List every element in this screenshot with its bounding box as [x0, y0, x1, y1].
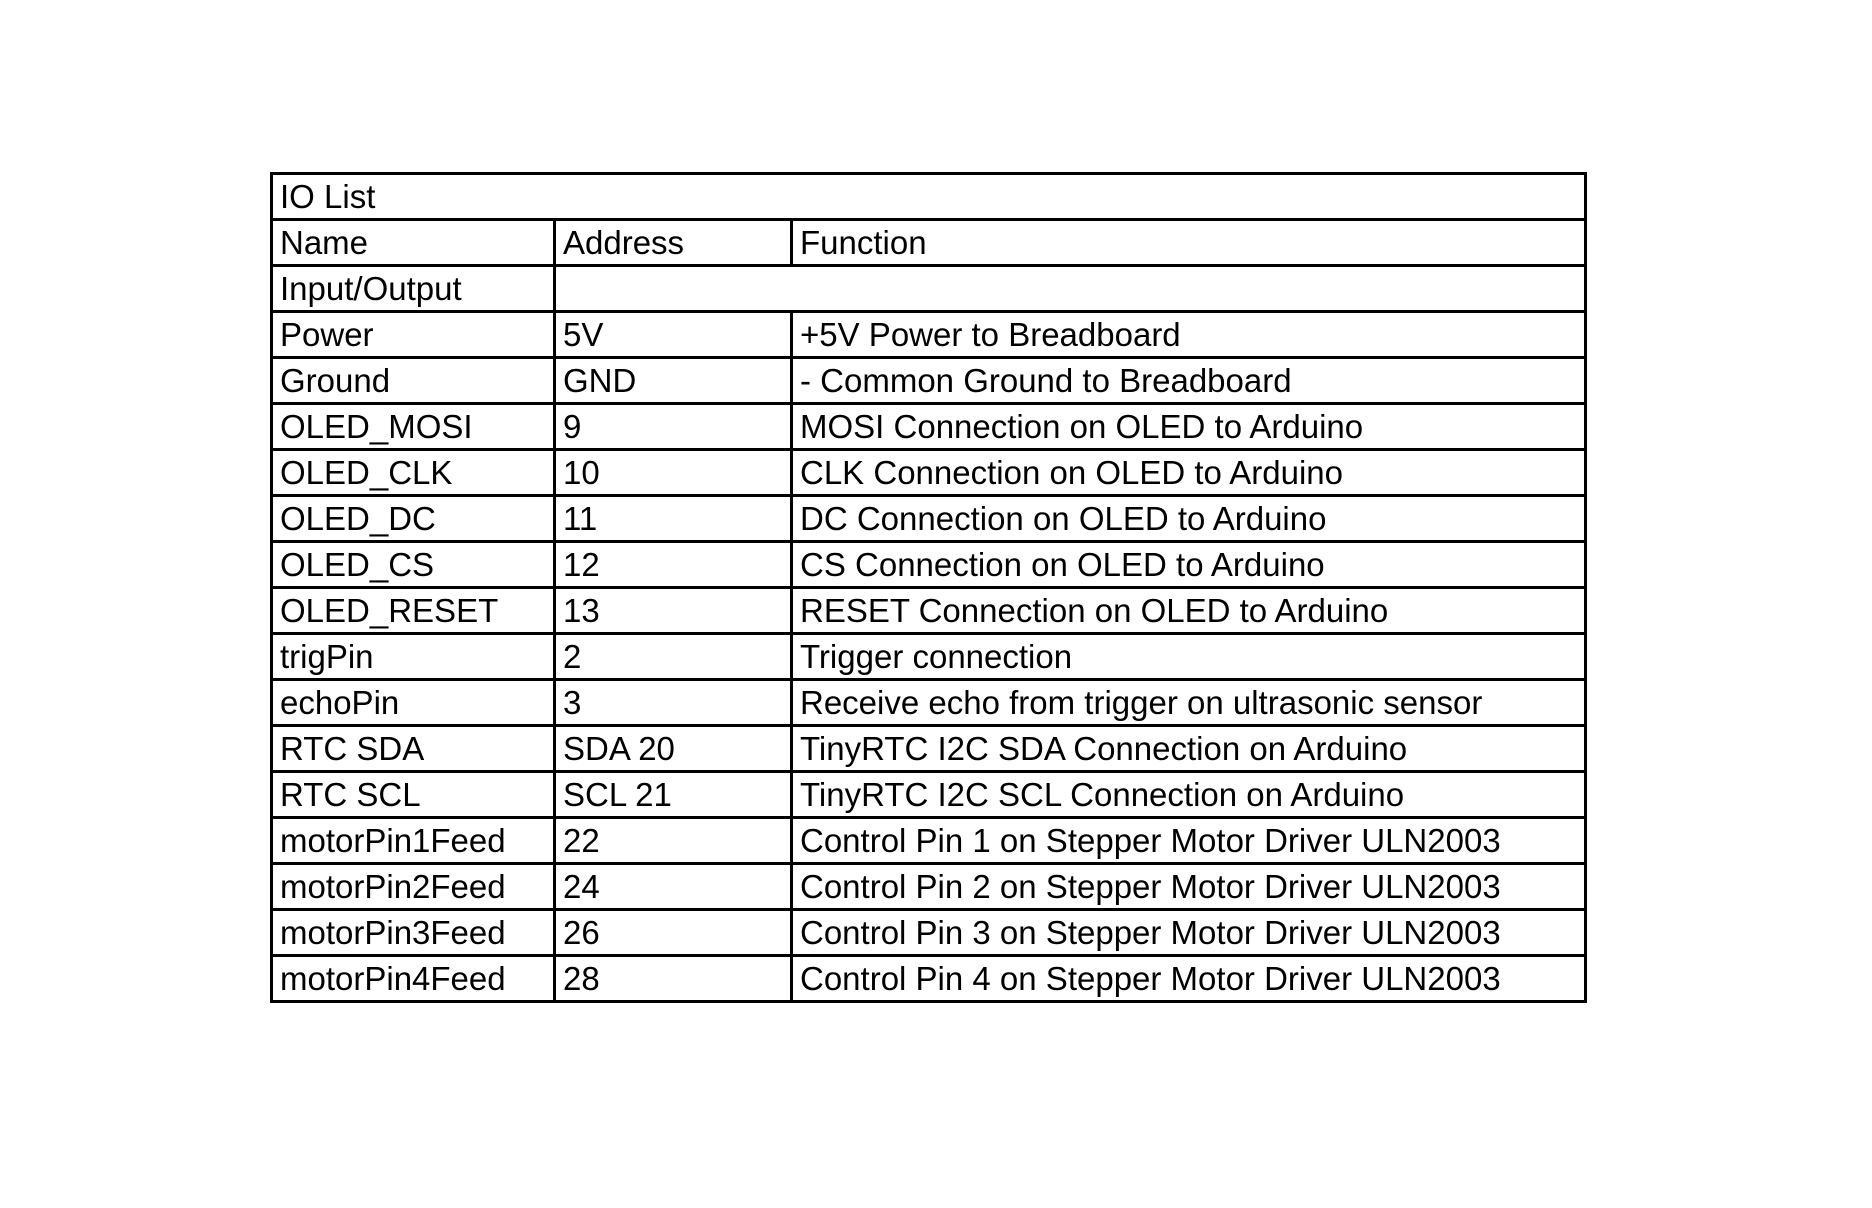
- cell-function: TinyRTC I2C SDA Connection on Arduino: [792, 726, 1586, 772]
- cell-function: Control Pin 3 on Stepper Motor Driver ULN2003: [792, 910, 1586, 956]
- table-title: IO List: [272, 174, 1586, 220]
- table-row: [272, 772, 1586, 818]
- cell-function: - Common Ground to Breadboard: [792, 358, 1586, 404]
- cell-function: RESET Connection on OLED to Arduino: [792, 588, 1586, 634]
- title-row: [272, 174, 1586, 220]
- section-row: [272, 266, 1586, 312]
- cell-name: motorPin2Feed: [272, 864, 555, 910]
- cell-name: OLED_DC: [272, 496, 555, 542]
- header-address: Address: [555, 220, 792, 266]
- table-row: [272, 634, 1586, 680]
- io-table-body: [272, 174, 1586, 1002]
- cell-function: CLK Connection on OLED to Arduino: [792, 450, 1586, 496]
- table-row: [272, 450, 1586, 496]
- cell-address: 2: [555, 634, 792, 680]
- cell-address: 28: [555, 956, 792, 1002]
- cell-function: Control Pin 4 on Stepper Motor Driver ULN2003: [792, 956, 1586, 1002]
- cell-function: Control Pin 2 on Stepper Motor Driver ULN2003: [792, 864, 1586, 910]
- table-row: [272, 542, 1586, 588]
- cell-address: 24: [555, 864, 792, 910]
- table-row: [272, 680, 1586, 726]
- table-row: [272, 588, 1586, 634]
- cell-name: RTC SDA: [272, 726, 555, 772]
- cell-function: MOSI Connection on OLED to Arduino: [792, 404, 1586, 450]
- cell-function: Control Pin 1 on Stepper Motor Driver ULN2003: [792, 818, 1586, 864]
- cell-function: CS Connection on OLED to Arduino: [792, 542, 1586, 588]
- cell-function: DC Connection on OLED to Arduino: [792, 496, 1586, 542]
- cell-name: motorPin4Feed: [272, 956, 555, 1002]
- cell-address: 5V: [555, 312, 792, 358]
- table-row: [272, 864, 1586, 910]
- cell-function: +5V Power to Breadboard: [792, 312, 1586, 358]
- cell-name: OLED_RESET: [272, 588, 555, 634]
- header-row: [272, 220, 1586, 266]
- cell-name: Ground: [272, 358, 555, 404]
- cell-name: Power: [272, 312, 555, 358]
- cell-address: 3: [555, 680, 792, 726]
- cell-function: Trigger connection: [792, 634, 1586, 680]
- section-label: Input/Output: [272, 266, 555, 312]
- cell-name: motorPin1Feed: [272, 818, 555, 864]
- section-blank-cell: [555, 266, 1586, 312]
- table-row: [272, 358, 1586, 404]
- table-row: [272, 496, 1586, 542]
- table-row: [272, 910, 1586, 956]
- cell-address: 9: [555, 404, 792, 450]
- cell-name: OLED_CLK: [272, 450, 555, 496]
- table-row: [272, 404, 1586, 450]
- cell-address: 13: [555, 588, 792, 634]
- cell-function: Receive echo from trigger on ultrasonic sensor: [792, 680, 1586, 726]
- cell-address: SDA 20: [555, 726, 792, 772]
- cell-address: 22: [555, 818, 792, 864]
- cell-name: trigPin: [272, 634, 555, 680]
- cell-address: GND: [555, 358, 792, 404]
- cell-name: motorPin3Feed: [272, 910, 555, 956]
- table-row: [272, 818, 1586, 864]
- io-list-table: [270, 172, 1587, 1003]
- table-row: [272, 956, 1586, 1002]
- cell-name: OLED_CS: [272, 542, 555, 588]
- header-name: Name: [272, 220, 555, 266]
- header-function: Function: [792, 220, 1586, 266]
- cell-address: 12: [555, 542, 792, 588]
- table-row: [272, 312, 1586, 358]
- cell-name: echoPin: [272, 680, 555, 726]
- table-row: [272, 726, 1586, 772]
- cell-address: 26: [555, 910, 792, 956]
- cell-function: TinyRTC I2C SCL Connection on Arduino: [792, 772, 1586, 818]
- cell-address: 10: [555, 450, 792, 496]
- cell-address: 11: [555, 496, 792, 542]
- cell-address: SCL 21: [555, 772, 792, 818]
- cell-name: RTC SCL: [272, 772, 555, 818]
- cell-name: OLED_MOSI: [272, 404, 555, 450]
